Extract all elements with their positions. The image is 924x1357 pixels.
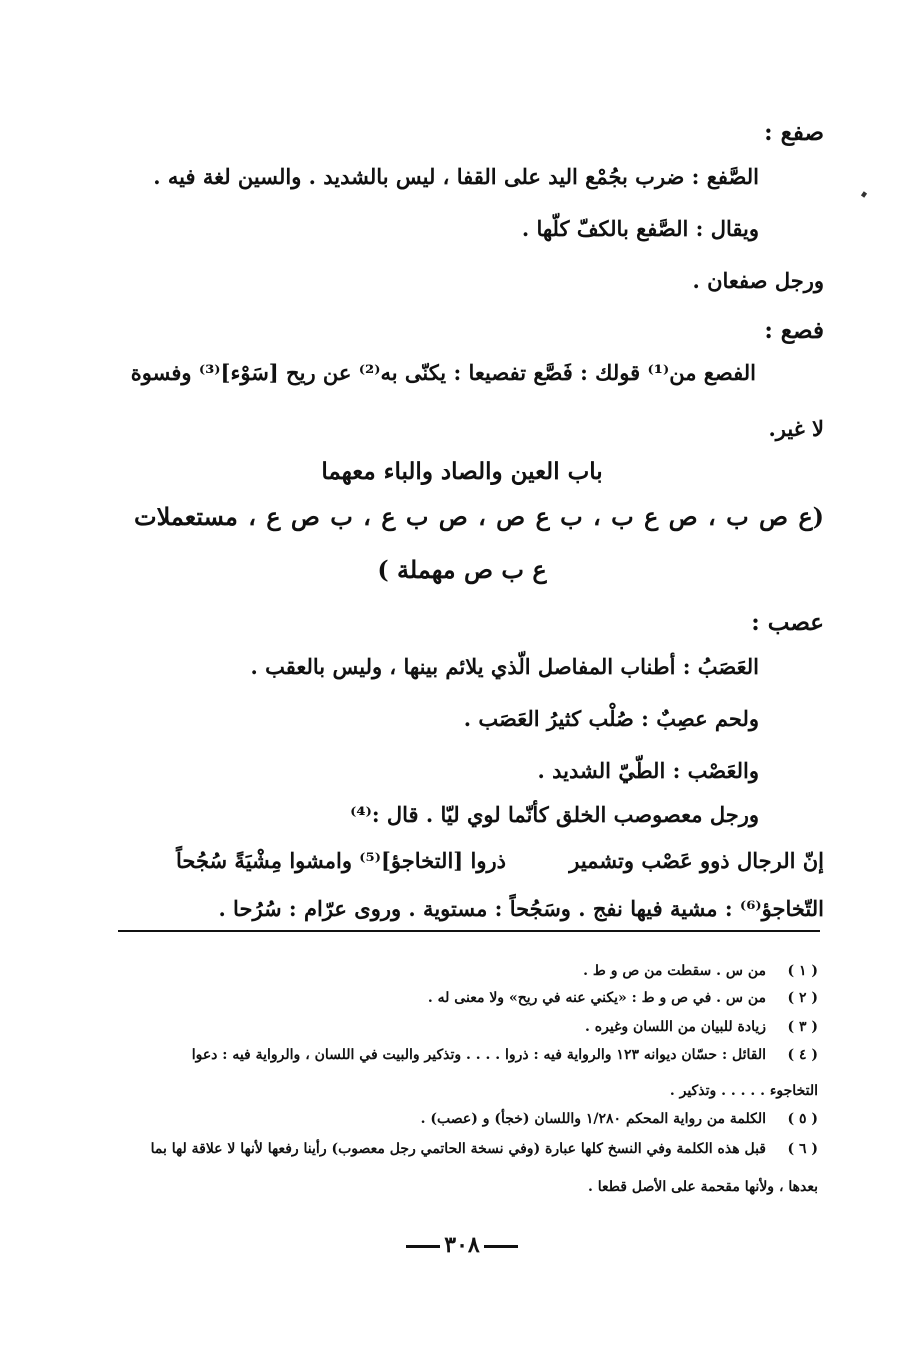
entry-heading-asab: عصب : [751, 609, 824, 636]
footnote-text: الكلمة من رواية المحكم ١/٢٨٠ واللسان (خجأ) و (عصب) . [420, 1111, 766, 1127]
entry-line: والعَصْب : الطّيّ الشديد . [537, 758, 759, 783]
page-number-dash [484, 1245, 518, 1248]
entry-heading-safaa: صفع : [764, 119, 824, 146]
footnote-number: ( ٤ ) [787, 1047, 818, 1063]
footnote-text: من س . سقطت من ص و ط . [583, 963, 766, 979]
entry-line: الصَّفع : ضرب بجُمْع اليد على القفا ، ليس بالشديد . والسين لغة فيه . [153, 164, 759, 189]
page-number [0, 1232, 924, 1258]
chapter-title: باب العين والصاد والباء معهما [321, 458, 603, 485]
footnote-number: ( ١ ) [787, 963, 818, 979]
entry-line: ورجل صفعان . [692, 268, 824, 293]
footnote-number: ( ٥ ) [787, 1111, 818, 1127]
verse-first-hemistich: إنّ الرجال ذوو عَصْب وتشمير [569, 848, 824, 873]
chapter-roots-unused: ع ب ص مهملة ) [377, 555, 547, 584]
page-number-value: ٣٠٨ [444, 1232, 480, 1258]
entry-line: ورجل معصوصب الخلق كأنّما لوي ليّا . قال :⁽⁴⁾ [350, 802, 759, 827]
entry-line: التّخاجؤ⁽⁶⁾ : مشية فيها نفج . وسَجُحاً : مستوية . وروى عرّام : سُرُحا . [218, 896, 824, 921]
footnote-number: ( ٢ ) [787, 990, 818, 1006]
verse-second-hemistich: ذروا [التخاجؤ]⁽⁵⁾ وامشوا مِشْيَةً سُجُحاً [176, 848, 506, 873]
entry-line: العَصَبُ : أطناب المفاصل الّذي يلائم بينها ، وليس بالعقب . [250, 654, 759, 679]
footnote-text-continued: التخاجوء . . . . . وتذكير . [669, 1083, 818, 1099]
scan-speck [861, 191, 867, 197]
footnote-number: ( ٣ ) [787, 1019, 818, 1035]
footnote-text: القائل : حسّان ديوانه ١٢٣ والرواية فيه : ذروا . . . . وتذكير والبيت في اللسان ، والرواية فيه : دعوا [191, 1047, 766, 1063]
footnote-number: ( ٦ ) [787, 1141, 818, 1157]
footnote-text-continued: بعدها ، ولأنها مقحمة على الأصل قطعا . [588, 1179, 818, 1195]
footnote-text: زيادة للبيان من اللسان وغيره . [585, 1019, 766, 1035]
entry-line: ولحم عصِبٌ : صُلْب كثيرُ العَصَب . [463, 706, 759, 731]
page-number-dash [406, 1245, 440, 1248]
entry-line: ويقال : الصَّفع بالكفّ كلّها . [521, 216, 759, 241]
entry-heading-fasa: فصع : [764, 317, 824, 344]
footnote-text: قبل هذه الكلمة وفي النسخ كلها عبارة (وفي نسخة الحاتمي رجل معصوب) رأينا رفعها لأنها لا علاقة لها بما [150, 1141, 766, 1157]
entry-line: لا غير. [768, 416, 824, 441]
footnote-separator [118, 930, 820, 932]
entry-line: الفصع من⁽¹⁾ قولك : فَصَّع تفصيعا : يكنّى به⁽²⁾ عن ريح [سَوْء]⁽³⁾ وفسوة [130, 360, 756, 385]
chapter-roots-line: (ع ص ب ، ص ع ب ، ب ع ص ، ص ب ع ، ب ص ع ، مستعملات [134, 502, 824, 531]
footnote-text: من س . في ص و ط : «يكني عنه في ريح» ولا معنى له . [427, 990, 766, 1006]
